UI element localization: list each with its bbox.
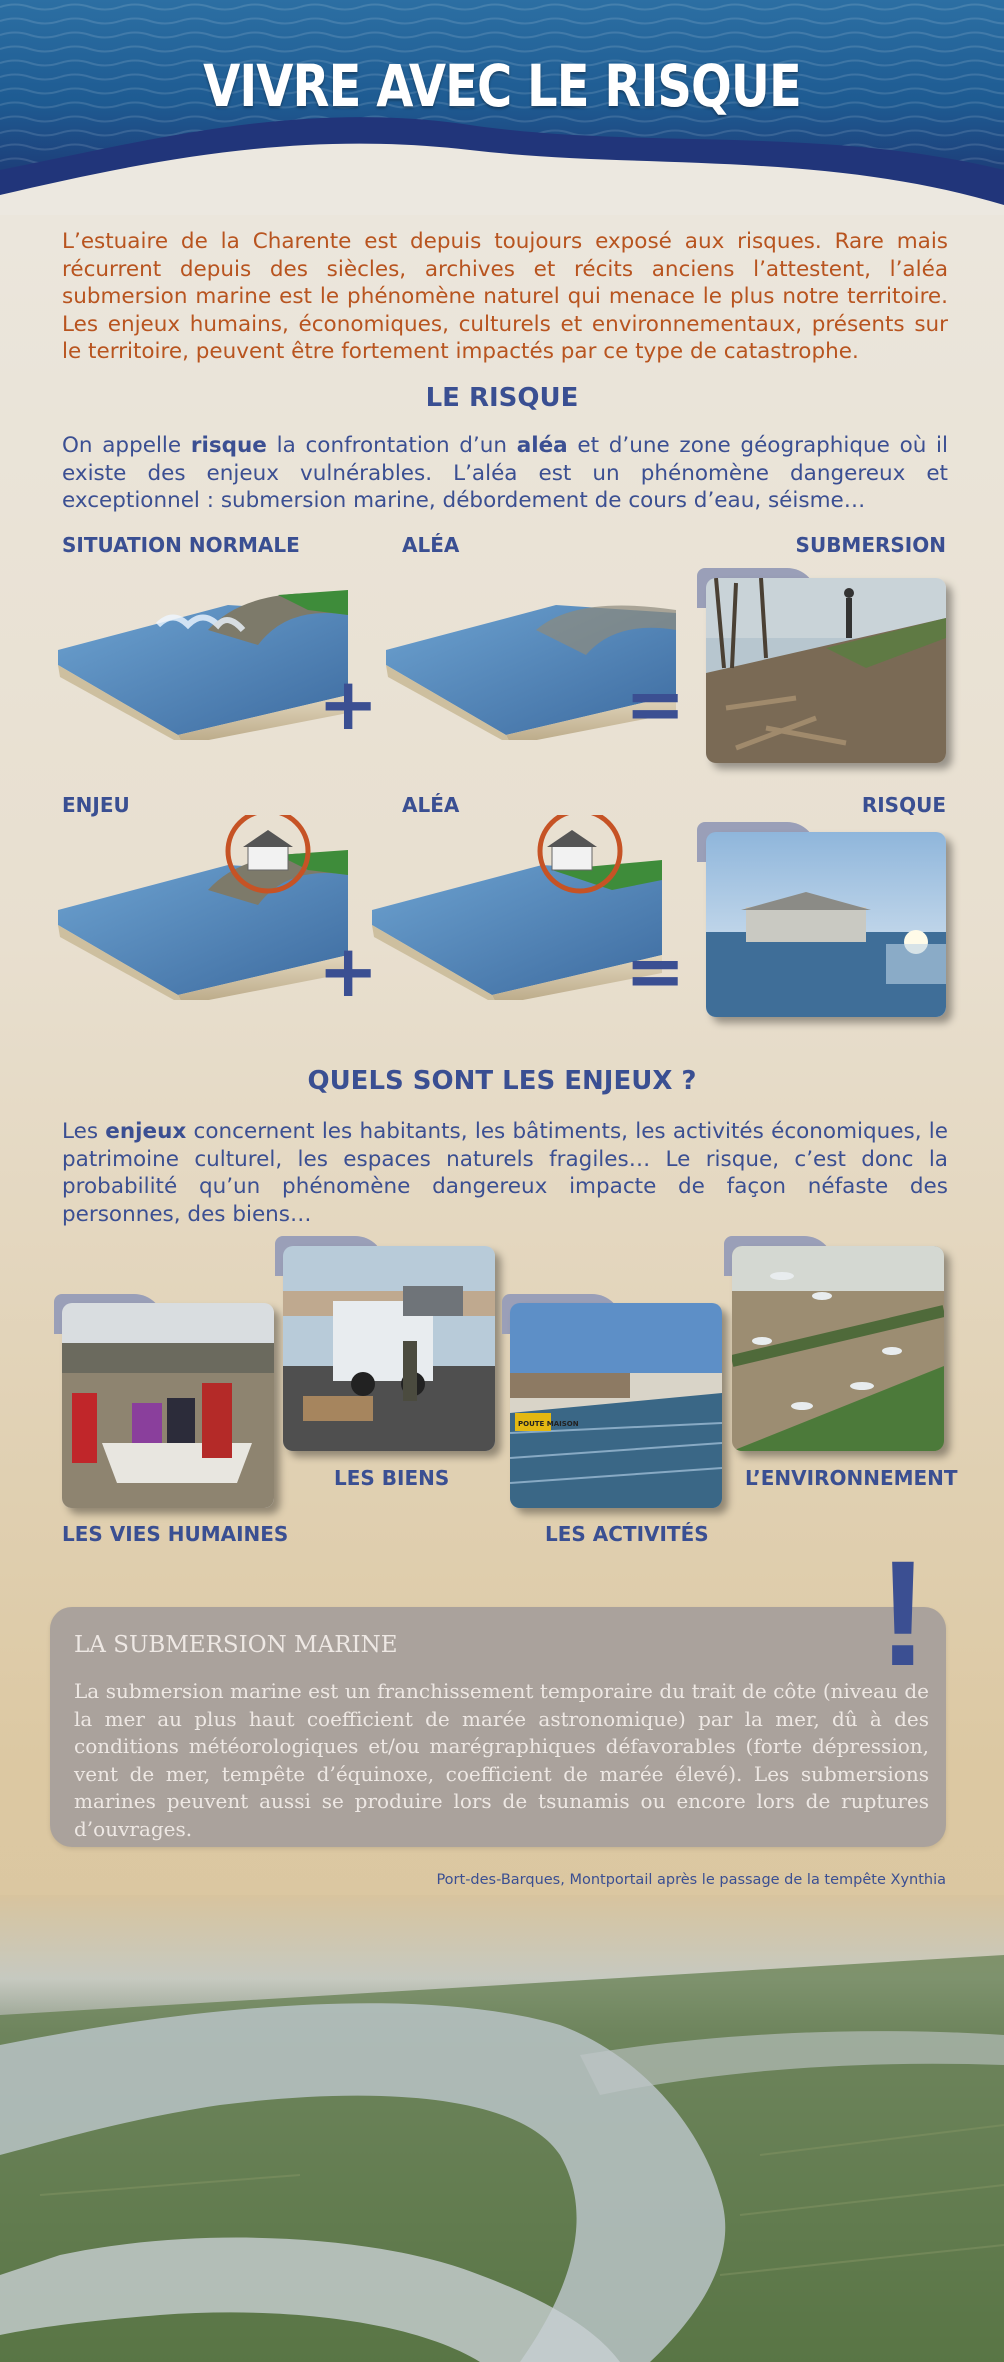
aerial-photo-flooded-estuary: [0, 1895, 1004, 2362]
def-alea-bold: aléa: [516, 433, 568, 458]
def-part: la confrontation d’un: [266, 433, 517, 458]
exclamation-icon: !: [878, 1529, 928, 1697]
def-part: et d’une zone géographique où il existe des enjeux vulnérables. L’aléa est un phénomène dangereux et exceptionnel : submersion marine, débordement de cours d’eau, séisme…: [62, 433, 948, 513]
caption-environnement: L’ENVIRONNEMENT: [745, 1466, 958, 1490]
def-risque-bold: risque: [190, 433, 267, 458]
photo-credit: Port-des-Barques, Montportail après le passage de la tempête Xynthia: [436, 1872, 946, 1888]
enjeux-part: Les: [62, 1119, 106, 1144]
photo-biens: [283, 1246, 495, 1451]
photo-vies-humaines: [62, 1303, 274, 1508]
caption-biens: LES BIENS: [334, 1466, 450, 1490]
equals-operator-2: =: [625, 929, 686, 1013]
enjeux-part: concernent les habitants, les bâtiments, les activités économiques, le patrimoine culturel, les espaces naturels fragiles… Le risque, c’est donc la probabilité qu’un phénomène dangereux impacte de façon néfaste des personnes, des biens…: [62, 1119, 948, 1227]
photo-submersion: [706, 578, 946, 763]
label-alea-2: ALÉA: [402, 793, 460, 817]
photo-environnement: [732, 1246, 944, 1451]
plus-operator-1: +: [318, 662, 379, 746]
house-icon: [243, 830, 293, 870]
photo-activites: [510, 1303, 722, 1508]
enjeux-paragraph: [62, 1118, 948, 1228]
label-situation-normale: SITUATION NORMALE: [62, 533, 300, 557]
intro-paragraph: L’estuaire de la Charente est depuis toujours exposé aux risques. Rare mais récurrent depuis des siècles, archives et récits anciens l’attestent, l’aléa submersion marine est le phénomène naturel qui menace le plus notre territoire. Les enjeux humains, économiques, culturels et environnementaux, présents sur le territoire, peuvent être fortement impactés par ce type de catastrophe.: [62, 229, 948, 364]
diagram-situation-normale: [58, 585, 354, 740]
risk-definition: [62, 432, 948, 515]
def-part: On appelle: [62, 433, 191, 458]
photo-risque-flooded-house: [706, 832, 946, 1017]
caption-activites: LES ACTIVITÉS: [545, 1522, 709, 1546]
plus-operator-2: +: [318, 929, 379, 1013]
page-title: VIVRE AVEC LE RISQUE: [203, 52, 801, 120]
label-enjeu: ENJEU: [62, 793, 130, 817]
label-risque: RISQUE: [861, 793, 946, 817]
label-alea-1: ALÉA: [402, 533, 460, 557]
caption-vies-humaines: LES VIES HUMAINES: [62, 1522, 289, 1546]
risk-heading: LE RISQUE: [425, 383, 579, 413]
shop-sign-text: POUTE MAISON: [518, 1420, 579, 1428]
enjeux-heading: QUELS SONT LES ENJEUX ?: [307, 1066, 697, 1096]
house-icon: [547, 830, 597, 870]
submersion-box-text: La submersion marine est un franchissement temporaire du trait de côte (niveau de la mer au plus haut coefficient de marée astronomique) par la mer, dû à des conditions météorologiques et/ou marégraphiques défavorables (forte dépression, vent de mer, tempête d’équinoxe, coefficient de marée élevé). Les submersions marines peuvent aussi se produire lors de tsunamis ou encore lors de ruptures d’ouvrages.: [74, 1679, 929, 1841]
enjeux-bold: enjeux: [105, 1119, 187, 1144]
label-submersion: SUBMERSION: [795, 533, 946, 557]
submersion-box-title: LA SUBMERSION MARINE: [74, 1632, 398, 1658]
diagram-enjeu: [58, 815, 358, 1000]
equals-operator-1: =: [625, 662, 686, 746]
